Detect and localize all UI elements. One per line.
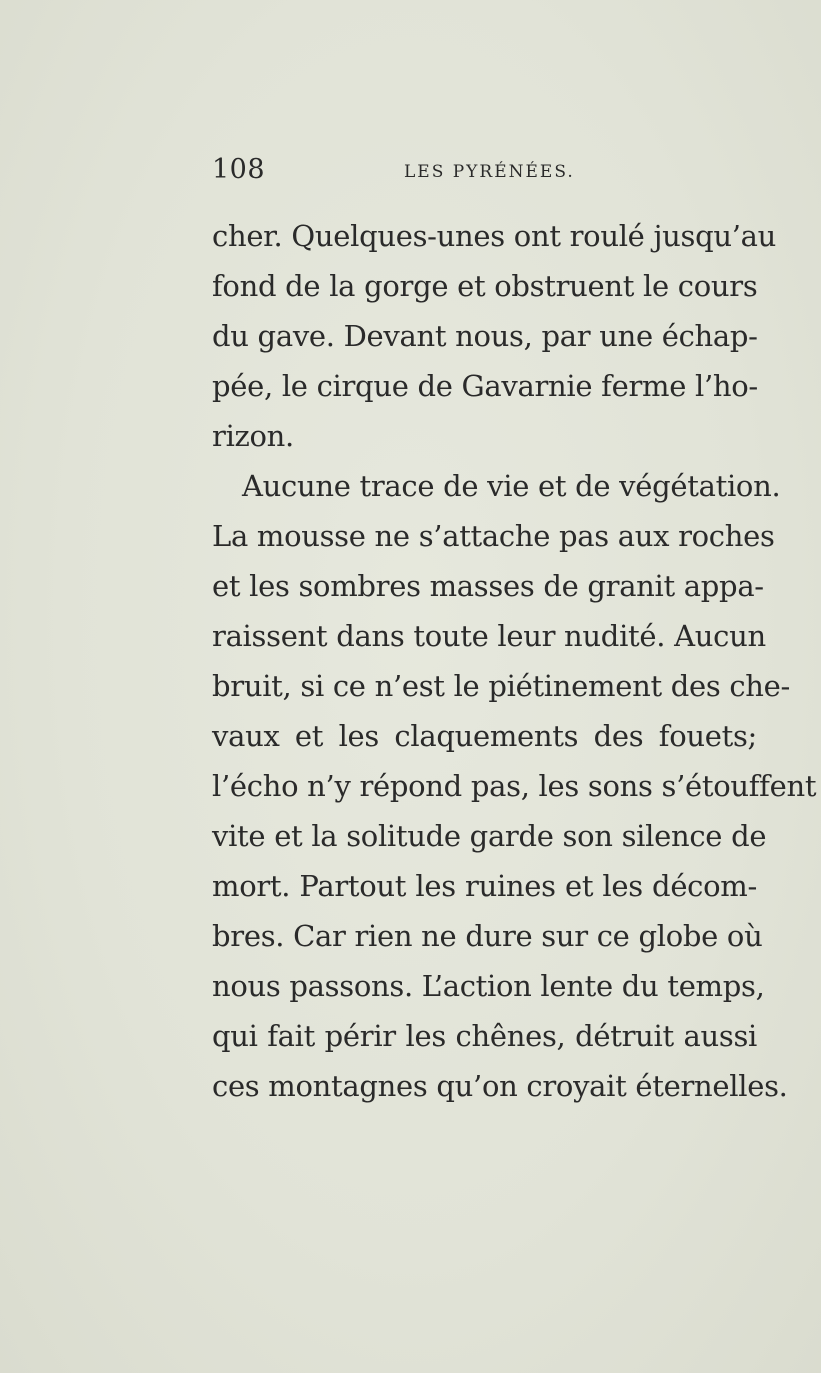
page-header [212,150,757,190]
text-line: mort. Partout les ruines et les décom- [212,869,757,903]
text-line: Aucune trace de vie et de végétation. [242,469,781,503]
text-line: fond de la gorge et obstruent le cours [212,269,758,303]
running-head: LES PYRÉNÉES. [404,162,575,182]
text-line: bruit, si ce n’est le piétinement des che- [212,669,791,703]
text-line: nous passons. L’action lente du temps, [212,969,765,1003]
text-line: pée, le cirque de Gavarnie ferme l’ho- [212,369,758,403]
text-line: l’écho n’y répond pas, les sons s’étouffent [212,769,817,803]
text-line: bres. Car rien ne dure sur ce globe où [212,919,763,953]
text-line: cher. Quelques-unes ont roulé jusqu’au [212,219,777,253]
text-line: et les sombres masses de granit appa- [212,569,764,603]
text-line: La mousse ne s’attache pas aux roches [212,519,775,553]
body-text [212,211,817,1111]
text-line: raissent dans toute leur nudité. Aucun [212,619,766,653]
text-line: vite et la solitude garde son silence de [212,819,767,853]
text-line: rizon. [212,419,294,453]
text-line: du gave. Devant nous, par une échap- [212,319,758,353]
text-line: qui fait périr les chênes, détruit aussi [212,1019,757,1053]
page-number: 108 [212,154,266,185]
text-line: vaux et les claquements des fouets; [212,719,757,753]
text-line: ces montagnes qu’on croyait éternelles. [212,1069,788,1103]
